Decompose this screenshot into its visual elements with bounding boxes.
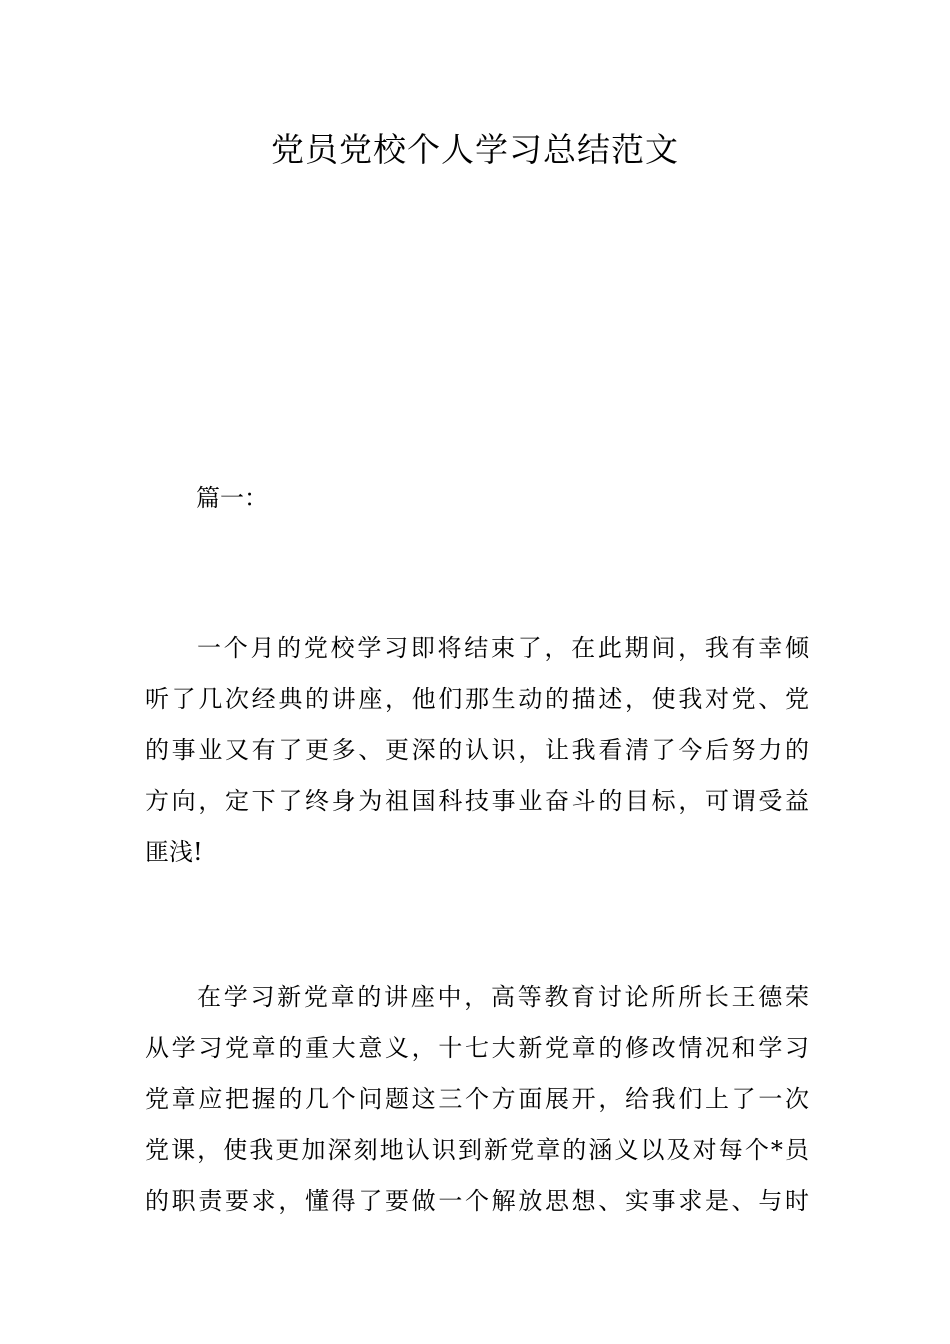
paragraph-line: 从学习党章的重大意义，十七大新党章的修改情况和学习: [145, 1034, 809, 1062]
paragraph-line: 党章应把握的几个问题这三个方面展开，给我们上了一次: [145, 1085, 809, 1113]
paragraph-2: [145, 972, 809, 1227]
paragraph-1: [145, 623, 809, 878]
section-heading: 篇一：: [196, 484, 268, 512]
paragraph-line: 听了几次经典的讲座，他们那生动的描述，使我对党、党: [145, 685, 809, 713]
paragraph-line: 的职责要求，懂得了要做一个解放思想、实事求是、与时: [145, 1187, 809, 1215]
paragraph-line: 的事业又有了更多、更深的认识，让我看清了今后努力的: [145, 736, 809, 764]
document-title: 党员党校个人学习总结范文: [271, 130, 679, 169]
paragraph-line: 方向，定下了终身为祖国科技事业奋斗的目标，可谓受益: [145, 787, 809, 815]
paragraph-line: 一个月的党校学习即将结束了，在此期间，我有幸倾: [197, 634, 809, 662]
paragraph-line: 在学习新党章的讲座中，高等教育讨论所所长王德荣: [197, 983, 809, 1011]
paragraph-line: 匪浅!: [145, 838, 203, 866]
paragraph-line: 党课，使我更加深刻地认识到新党章的涵义以及对每个*员: [145, 1136, 809, 1164]
